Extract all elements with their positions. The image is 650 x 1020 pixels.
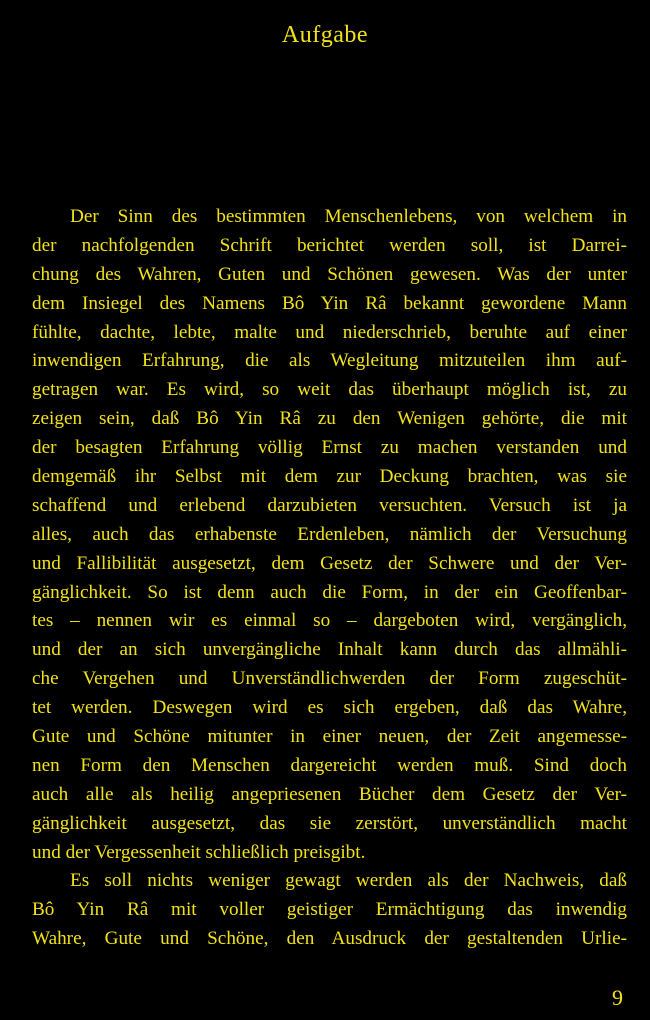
text-line: zeigen sein, daß Bô Yin Râ zu den Wenigen gehörte, die mit	[32, 408, 627, 430]
page-title: Aufgabe	[281, 22, 369, 48]
text-line: inwendigen Erfahrung, die als Wegleitung mitzuteilen ihm auf-	[32, 350, 627, 372]
text-line: Wahre, Gute und Schöne, den Ausdruck der gestaltenden Urlie-	[32, 928, 627, 950]
text-line: demgemäß ihr Selbst mit dem zur Deckung brachten, was sie	[32, 466, 627, 488]
paragraph-2	[32, 867, 627, 954]
text-line: Bô Yin Râ mit voller geistiger Ermächtigung das inwendig	[32, 899, 627, 921]
text-line: tes – nennen wir es einmal so – dargeboten wird, vergänglich,	[32, 610, 627, 632]
text-line: Es soll nichts weniger gewagt werden als der Nachweis, daß	[70, 870, 627, 892]
text-line: gänglichkeit ausgesetzt, das sie zerstört, unverständlich macht	[32, 812, 627, 834]
text-line: dem Insiegel des Namens Bô Yin Râ bekannt gewordene Mann	[32, 292, 627, 314]
paragraph-1	[32, 203, 627, 867]
text-line: fühlte, dachte, lebte, malte und niederschrieb, beruhte auf einer	[32, 321, 627, 343]
text-line: der nachfolgenden Schrift berichtet werden soll, ist Darrei-	[32, 234, 627, 256]
text-line: und Fallibilität ausgesetzt, dem Gesetz der Schwere und der Ver-	[32, 552, 627, 574]
text-line: alles, auch das erhabenste Erdenleben, nämlich der Versuchung	[32, 523, 627, 545]
text-line: chung des Wahren, Guten und Schönen gewesen. Was der unter	[32, 263, 627, 285]
text-line: nen Form den Menschen dargereicht werden muß. Sind doch	[32, 754, 627, 776]
text-line: tet werden. Deswegen wird es sich ergeben, daß das Wahre,	[32, 697, 627, 719]
text-line: auch alle als heilig angepriesenen Bücher dem Gesetz der Ver-	[32, 783, 627, 805]
text-line: und der an sich unvergängliche Inhalt kann durch das allmähli-	[32, 639, 627, 661]
text-line: gänglichkeit. So ist denn auch die Form, in der ein Geoffenbar-	[32, 581, 627, 603]
text-line: getragen war. Es wird, so weit das überhaupt möglich ist, zu	[32, 379, 627, 401]
page-number: 9	[612, 985, 623, 1010]
text-line: che Vergehen und Unverständlichwerden der Form zugeschüt-	[32, 668, 627, 690]
text-line: Der Sinn des bestimmten Menschenlebens, von welchem in	[70, 206, 627, 227]
text-line: der besagten Erfahrung völlig Ernst zu machen verstanden und	[32, 437, 627, 459]
text-line: schaffend und erlebend darzubieten versuchten. Versuch ist ja	[32, 494, 627, 516]
text-line: Gute und Schöne mitunter in einer neuen, der Zeit angemesse-	[32, 726, 627, 748]
text-line: und der Vergessenheit schließlich preisgibt.	[32, 841, 366, 863]
body-text	[32, 203, 627, 954]
